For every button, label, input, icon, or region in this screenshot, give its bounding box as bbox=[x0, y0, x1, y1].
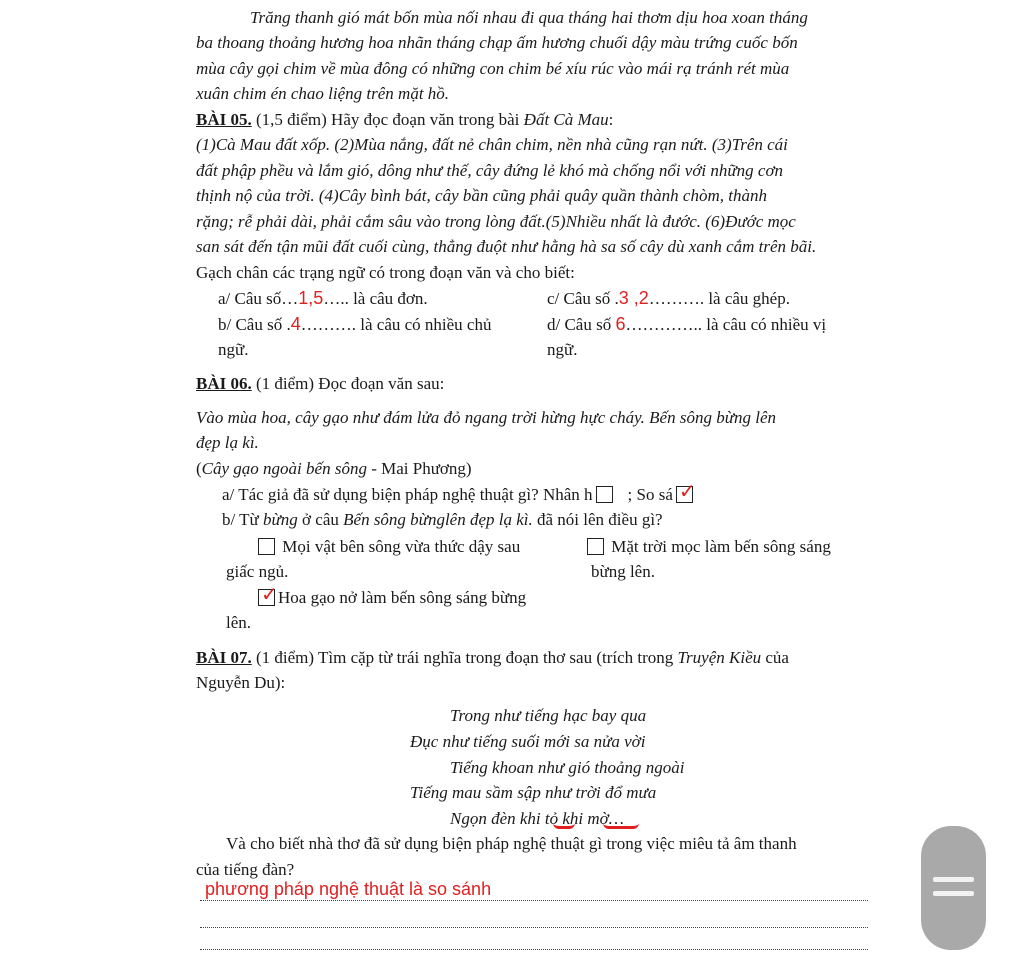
bai05-p3: thịnh nộ của trời. (4)Cây bình bát, cây bần cũng phải quây quần thành chòm, thành bbox=[196, 186, 767, 205]
bai05-p5: san sát đến tận mũi đất cuối cùng, thẳng đuột như hằng hà sa số cây dù xanh cắm trên bãi. bbox=[196, 237, 817, 256]
intro-line-3: mùa cây gọi chim về mùa đông có những con chim bé xíu rúc vào mái rạ tránh rét mùa bbox=[196, 59, 790, 78]
handwritten-answer: phương pháp nghệ thuật là so sánh bbox=[205, 879, 492, 899]
bai07-desc: (1 điểm) Tìm cặp từ trái nghĩa trong đoạn thơ sau (trích trong bbox=[251, 648, 678, 667]
bai06-b-text3: đã nói lên điều gì? bbox=[532, 510, 663, 529]
option-2-text-cont: bừng lên. bbox=[591, 562, 655, 581]
verse-1: Trong như tiếng hạc bay qua bbox=[450, 706, 647, 725]
bai05-c-pre: c/ Câu số . bbox=[547, 289, 619, 308]
bai05-b-cont: ngữ. bbox=[218, 340, 249, 359]
bai05-d-cont: ngữ. bbox=[547, 340, 578, 359]
answer-line-3[interactable] bbox=[200, 933, 868, 950]
bai05-colon: : bbox=[608, 110, 614, 129]
bai06-b-word: bừng bbox=[263, 510, 298, 529]
option-3-text-cont: lên. bbox=[226, 613, 252, 632]
bai07-heading bbox=[196, 647, 789, 669]
bai07-desc3: Nguyễn Du): bbox=[196, 673, 286, 692]
answer-line-2[interactable] bbox=[200, 907, 868, 928]
menu-icon bbox=[933, 877, 974, 882]
bai05-p2: đất phập phều và lắm gió, dông như thế, cây đứng lẻ khó mà chống nổi với những cơn bbox=[196, 161, 784, 180]
bai06-src-title: Cây gạo ngoài bến sông bbox=[201, 459, 367, 478]
bai07-title: Truyện Kiều bbox=[677, 648, 762, 667]
bai05-p1: (1)Cà Mau đất xốp. (2)Mùa nắng, đất nẻ chân chim, nền nhà cũng rạn nứt. (3)Trên cái bbox=[196, 135, 788, 154]
bai06-option-3 bbox=[255, 582, 527, 609]
bai05-a-post: ….. là câu đơn. bbox=[323, 289, 428, 308]
bai05-b bbox=[218, 313, 491, 336]
bai06-a-text2: ; So sá bbox=[627, 485, 673, 504]
bai07-label: BÀI 07. bbox=[196, 648, 252, 667]
verse-4: Tiếng mau sầm sập như trời đổ mưa bbox=[410, 783, 657, 802]
bai05-a bbox=[218, 287, 428, 310]
bai05-b-pre: b/ Câu số . bbox=[218, 315, 291, 334]
bai05-p4: rặng; rễ phải dài, phải cắm sâu vào trong lòng đất.(5)Nhiều nhất là đước. (6)Đước mọc bbox=[196, 212, 796, 231]
bai06-quote-2: đẹp lạ kì. bbox=[196, 433, 259, 452]
option-1-text: Mọi vật bên sông vừa thức dậy sau bbox=[282, 537, 521, 556]
option-2-checkbox[interactable] bbox=[587, 538, 604, 555]
bai05-d-answer: 6 bbox=[615, 314, 626, 334]
option-3-text: Hoa gạo nở làm bến sông sáng bừng bbox=[278, 588, 527, 607]
bai05-instruction: Gạch chân các trạng ngữ có trong đoạn văn và cho biết: bbox=[196, 263, 575, 282]
bai06-b-sentence: Bến sông bừnglên đẹp lạ kì. bbox=[343, 510, 533, 529]
bai05-c bbox=[547, 287, 790, 310]
intro-line-4: xuân chim én chao liệng trên mặt hồ. bbox=[196, 84, 450, 103]
bai07-question-1: Và cho biết nhà thơ đã sử dụng biện pháp nghệ thuật gì trong việc miêu tả âm thanh bbox=[226, 834, 797, 853]
intro-line-2: ba thoang thoảng hương hoa nhãn tháng chạp ấm hương chuối dậy màu trứng cuốc bốn bbox=[196, 33, 798, 52]
option-2-text: Mặt trời mọc làm bến sông sáng bbox=[611, 537, 831, 556]
floating-menu-handle[interactable] bbox=[921, 826, 986, 950]
bai05-d bbox=[547, 313, 826, 336]
bai05-label: BÀI 05. bbox=[196, 110, 252, 129]
checkmark-icon: ✓ bbox=[678, 479, 696, 503]
option-3-checkbox[interactable] bbox=[258, 582, 278, 606]
bai07-question-2: của tiếng đàn? bbox=[196, 860, 295, 879]
verse-5: Ngọn đèn khi tỏ khi mờ… bbox=[450, 809, 624, 828]
bai05-c-post: ………. là câu ghép. bbox=[648, 289, 790, 308]
bai06-option-2 bbox=[584, 536, 831, 558]
personification-checkbox[interactable] bbox=[596, 486, 613, 503]
bai05-b-post: ………. là câu có nhiều chủ bbox=[300, 315, 492, 334]
intro-line-1: Trăng thanh gió mát bốn mùa nối nhau đi qua tháng hai thơm dịu hoa xoan tháng bbox=[250, 8, 808, 27]
bai06-desc: (1 điểm) Đọc đoạn văn sau: bbox=[251, 374, 445, 393]
checkmark-icon: ✓ bbox=[261, 582, 278, 606]
verse-3: Tiếng khoan như gió thoảng ngoài bbox=[450, 758, 685, 777]
bai05-d-pre: d/ Câu số bbox=[547, 315, 616, 334]
option-1-checkbox[interactable] bbox=[258, 538, 275, 555]
bai06-a-text: a/ Tác giả đã sử dụng biện pháp nghệ thuật gì? Nhân h bbox=[222, 485, 593, 504]
bai06-source bbox=[196, 458, 472, 480]
bai05-c-answer: 3 ,2 bbox=[618, 288, 649, 308]
bai05-b-answer: 4 bbox=[290, 314, 301, 334]
verse-2: Đục như tiếng suối mới sa nửa vời bbox=[410, 732, 646, 751]
bai05-d-post: ………….. là câu có nhiều vị bbox=[625, 315, 827, 334]
bai06-b-text1: b/ Từ bbox=[222, 510, 264, 529]
bai06-heading bbox=[196, 373, 444, 395]
bai06-label: BÀI 06. bbox=[196, 374, 252, 393]
bai05-desc: (1,5 điểm) Hãy đọc đoạn văn trong bài bbox=[251, 110, 524, 129]
bai06-option-1 bbox=[255, 536, 520, 558]
underline-mark bbox=[603, 822, 639, 829]
bai06-quote-1: Vào mùa hoa, cây gạo như đám lửa đỏ ngang trời hừng hực cháy. Bến sông bừng lên bbox=[196, 408, 777, 427]
underline-mark bbox=[553, 822, 575, 829]
bai06-a bbox=[222, 479, 696, 506]
bai05-title: Đất Cà Mau bbox=[523, 110, 609, 129]
bai06-src-open: ( bbox=[196, 459, 202, 478]
bai07-desc2: của bbox=[761, 648, 789, 667]
bai05-a-answer: 1,5 bbox=[298, 288, 324, 308]
bai06-b bbox=[222, 509, 663, 531]
bai05-heading bbox=[196, 109, 613, 131]
option-1-text-cont: giấc ngủ. bbox=[226, 562, 289, 581]
bai06-src-author: - Mai Phương) bbox=[366, 459, 472, 478]
comparison-checkbox[interactable] bbox=[676, 479, 696, 503]
menu-icon bbox=[933, 891, 974, 896]
bai05-a-pre: a/ Câu số… bbox=[218, 289, 299, 308]
bai06-b-text2: ở câu bbox=[297, 510, 344, 529]
